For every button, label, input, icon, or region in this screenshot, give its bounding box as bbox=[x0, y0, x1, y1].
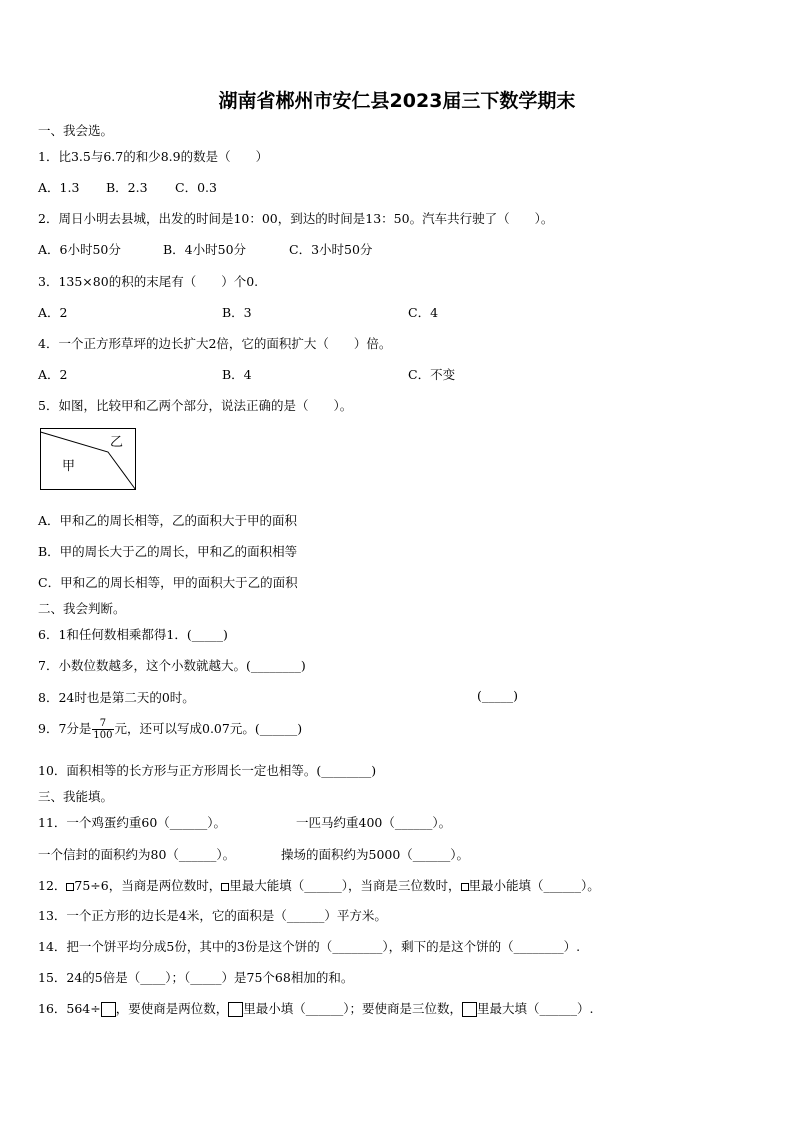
square-box-icon bbox=[101, 1002, 116, 1017]
q16-text-1: 16．564÷ bbox=[38, 1001, 101, 1016]
section-heading-3: 三、我能填。 bbox=[38, 789, 114, 804]
q3-option-a: A．2 bbox=[38, 305, 68, 320]
q16-text-4: 里最大填（______）. bbox=[477, 1001, 594, 1016]
q1-option-a: A．1.3 bbox=[38, 180, 80, 195]
q8-answer-blank: (_____) bbox=[477, 688, 519, 703]
q1-option-c: C．0.3 bbox=[175, 180, 217, 195]
q5-figure-drawing bbox=[40, 428, 136, 490]
q5-option-a: A．甲和乙的周长相等，乙的面积大于甲的面积 bbox=[38, 513, 298, 528]
q9-fraction-numerator: 7 bbox=[92, 718, 113, 730]
page-title: 湖南省郴州市安仁县2023届三下数学期末 bbox=[218, 90, 576, 112]
q12-text-3: 里最大能填（______），当商是三位数时， bbox=[229, 878, 461, 893]
question-11b-left: 一个信封的面积约为80（______）。 bbox=[38, 847, 236, 862]
square-box-icon bbox=[461, 883, 469, 891]
label-yi: 乙 bbox=[110, 435, 124, 450]
question-8: 8．24时也是第二天的0时。 bbox=[38, 690, 195, 705]
question-5: 5．如图，比较甲和乙两个部分，说法正确的是（ ）。 bbox=[38, 398, 353, 413]
q2-option-c: C．3小时50分 bbox=[289, 242, 373, 257]
q12-text-2: 75÷6，当商是两位数时， bbox=[74, 878, 222, 893]
q3-option-c: C．4 bbox=[408, 305, 439, 320]
section-heading-1: 一、我会选。 bbox=[38, 123, 114, 138]
question-13: 13．一个正方形的边长是4米，它的面积是（______）平方米。 bbox=[38, 908, 387, 923]
q9-fraction bbox=[92, 718, 113, 741]
question-6: 6．1和任何数相乘都得1．(_____) bbox=[38, 627, 228, 642]
question-11-left: 11．一个鸡蛋约重60（______）。 bbox=[38, 815, 227, 830]
question-2: 2．周日小明去县城，出发的时间是10：00，到达的时间是13：50。汽车共行驶了（ ）。 bbox=[38, 211, 554, 226]
question-7: 7．小数位数越多，这个小数就越大。(________) bbox=[38, 658, 306, 673]
q16-text-2: ，要使商是两位数， bbox=[115, 1001, 229, 1016]
q4-option-a: A．2 bbox=[38, 367, 68, 382]
section-heading-2: 二、我会判断。 bbox=[38, 601, 126, 616]
q9-text-post: 元，还可以写成0.07元。(______) bbox=[114, 721, 303, 736]
q3-option-b: B．3 bbox=[222, 305, 252, 320]
q2-option-b: B．4小时50分 bbox=[163, 242, 247, 257]
q5-figure bbox=[40, 428, 136, 490]
q1-option-b: B．2.3 bbox=[106, 180, 148, 195]
question-1: 1．比3.5与6.7的和少8.9的数是（ ） bbox=[38, 149, 269, 164]
q9-fraction-denominator: 100 bbox=[93, 730, 113, 741]
q16-text-3: 里最小填（______）；要使商是三位数， bbox=[243, 1001, 463, 1016]
q4-option-b: B．4 bbox=[222, 367, 252, 382]
q5-option-c: C．甲和乙的周长相等，甲的面积大于乙的面积 bbox=[38, 575, 298, 590]
q5-option-b: B．甲的周长大于乙的周长，甲和乙的面积相等 bbox=[38, 544, 298, 559]
question-9 bbox=[38, 718, 302, 741]
question-12 bbox=[38, 876, 600, 894]
label-jia: 甲 bbox=[62, 459, 76, 474]
q2-option-a: A．6小时50分 bbox=[38, 242, 121, 257]
q12-number: 12． bbox=[38, 878, 67, 893]
question-10: 10．面积相等的长方形与正方形周长一定也相等。(________) bbox=[38, 763, 377, 778]
q12-text-4: 里最小能填（______）。 bbox=[468, 878, 600, 893]
question-3: 3．135×80的积的末尾有（ ）个0. bbox=[38, 274, 259, 289]
question-16 bbox=[38, 999, 594, 1017]
question-14: 14．把一个饼平均分成5份，其中的3份是这个饼的（________），剩下的是这个饼的（________）. bbox=[38, 939, 581, 954]
question-11b-right: 操场的面积约为5000（______）。 bbox=[281, 847, 470, 862]
square-box-icon bbox=[228, 1002, 243, 1017]
question-15: 15．24的5倍是（____）；（_____）是75个68相加的和。 bbox=[38, 970, 354, 985]
question-11-right: 一匹马约重400（______）。 bbox=[296, 815, 452, 830]
q9-text-pre: 9．7分是 bbox=[38, 721, 92, 736]
question-4: 4．一个正方形草坪的边长扩大2倍，它的面积扩大（ ）倍。 bbox=[38, 336, 392, 351]
square-box-icon bbox=[462, 1002, 477, 1017]
q4-option-c: C．不变 bbox=[408, 367, 456, 382]
